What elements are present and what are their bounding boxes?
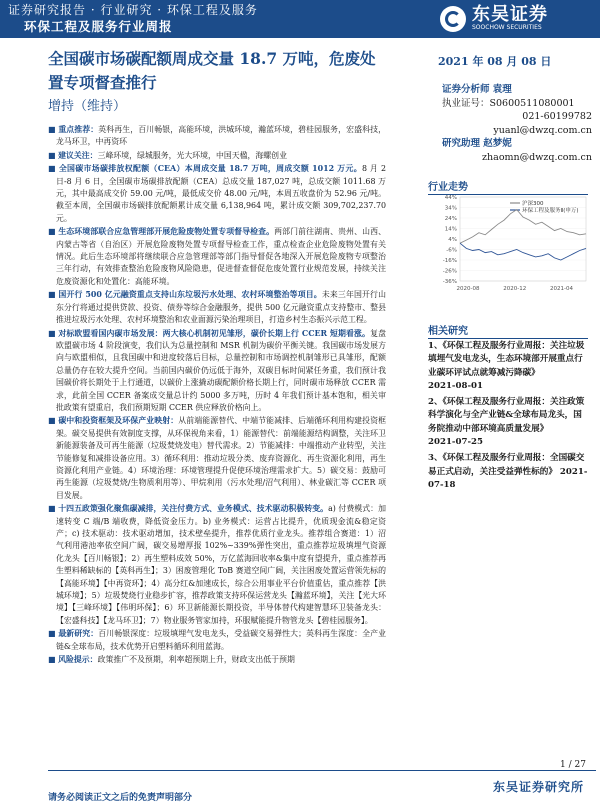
related-item[interactable]: 3、《环保工程及服务行业周报：全国碳交易正式启动，关注受益弹性标的》 2021-07-18 — [428, 453, 588, 490]
footer-brand: 东吴证券研究所 — [493, 780, 585, 794]
legend-label-b: 环保工程及服务Ⅱ(申万) — [522, 208, 579, 214]
related-item[interactable]: 2、《环保工程及服务行业周报：关注政策科学演化与全产业链&全球布局龙头，国务院推动中部环境高质量发展》 2021-07-25 — [428, 397, 585, 448]
y-tick-label: 14% — [444, 226, 457, 233]
y-tick-label: 4% — [448, 237, 457, 243]
footer-disclaimer: 请务必阅读正文之后的免责声明部分 — [48, 793, 193, 803]
bullet-14th-plan: ■ 十四五政策强化聚焦碳减排，关注付费方式、业务模式、技术驱动积极转变。a) 付费模式：加速转变 C 端/B 端收费，降低资金压力。b) 业务模式：运营占比提升，优质现金流&稳定资产；c) 技术驱动：技术驱动增加，技术壁垒提升，推荐优质行业龙头。推荐组合赛道：1）沼气利用港池率依空间广阔，碳交易增厚报 102%~339%弹性突出，重点推荐垃圾填埋气资源化龙头【百川畅银】；2）再生塑料成效 50%，万亿蓝海回收率&集中度有望提升，重点推荐再生塑料稀缺标的【英科再生】；3）困废管理化 ToB 赛道空间广阔，关注困废处置运营领先标的【高能环境】【中再资环】；4）高分红&加速成长，综合公用事业平台价值重估，重点推荐【洪城环境】；5）垃圾焚烧行业稳步扩容，推荐政策支持环保运营龙头【瀚蓝环境】，关注【光大环境】【三峰环境】【伟明环保】；6）环卫新能源长期投资，半导体替代构建智慧环卫装备龙头：【宏盛科技】【龙马环卫】；7）物业服务管家加持，环服赋能提升物管龙头【碧桂园服务】。 — [48, 504, 386, 625]
y-tick-label: 34% — [444, 205, 457, 212]
y-tick-label: -26% — [442, 268, 457, 275]
report-body — [48, 124, 386, 667]
series-line-env-services — [460, 243, 586, 260]
y-tick-label: 24% — [444, 216, 457, 222]
x-tick-label: 2020-08 — [456, 286, 480, 292]
report-date: 2021 年 08 月 08 日 — [438, 55, 552, 68]
bullet-watch: ■ 建议关注：三峰环境，绿城服务，光大环境，中国天楹，海螺创业 — [48, 150, 287, 160]
report-series: 环保工程及服务行业周报 — [24, 19, 173, 34]
brand-logo — [440, 6, 548, 32]
report-category: 证券研究报告 · 行业研究 · 环保工程及服务 — [8, 3, 258, 17]
logo-en: SOOCHOW SECURITIES — [472, 24, 542, 31]
related-heading: 相关研究 — [428, 322, 588, 339]
assistant-email[interactable]: zhaomn@dwzq.com.cn — [482, 151, 592, 163]
y-tick-label: -6% — [446, 247, 457, 254]
x-axis-ticks — [457, 286, 574, 292]
bullet-cdb: ■ 国开行 500 亿元融资重点支持山东垃圾污水处理、农村环境整治等项目。未来三年国开行山东分行将通过提供贷款、投资、债券等综合金融服务，提供 500 亿元融资重点支持整市、整县推进垃圾污水处理、农村环境整治和农业面源污染治理项目，打造乡村生态振兴示范工程。 — [48, 290, 386, 325]
trend-heading: 行业走势 — [428, 178, 588, 195]
bullet-hazwaste: ■ 生态环境部联合应急管理部开展危险废物处置专项督导检查。两部门前往湖南、贵州、山西、内蒙古等省（自治区）开展危险废物处置专项督导检查工作，重点检查企业危险废物处置有关情况。此后生态环境部将继续联合应急管理部等部门指导督促各地深入开展危险废物专项整治三年行动，有效排查整治危险废物风险隐患，促进督查督促危废处置行业规范发展，持续关注危废资源化和处置化：高能环境。 — [48, 227, 386, 286]
y-tick-label: 44% — [444, 195, 457, 201]
related-item[interactable]: 1、《环保工程及服务行业周报：关注垃圾填埋气发电龙头，生态环境部开展重点行业碳环评试点就筹减污降碳》 2021-08-01 — [428, 341, 585, 391]
assistant-name: 研究助理 赵梦妮 — [442, 138, 512, 149]
chart-legend — [510, 199, 579, 214]
x-tick-label: 2021-04 — [550, 286, 573, 292]
series-line-hs300 — [460, 210, 586, 244]
logo-cn: 东吴证券 — [472, 4, 548, 25]
related-list — [428, 340, 590, 492]
analyst-email[interactable]: yuanl@dwzq.com.cn — [493, 124, 592, 136]
analyst-cert: 执业证号：S0600511080001 — [442, 97, 575, 109]
header-bar — [0, 0, 600, 38]
series-lines — [460, 210, 586, 260]
bullet-eu-carbon: ■ 对标欧盟看国内碳市场发展：两大核心机制初见雏形，碳价长期上行 CCER 短期看涨。复盘欧盟碳市场 4 阶段演变，我们认为总量控制和 MSR 机制为碳价平衡关键。我国碳市场发展方向与欧盟相似，且我国碳中和进度较落后目标，总量控制和市场调控机制雏形已具雏形，配额总量仍存在较大提升空间。当前国内碳价仍远低于海外，双碳目标时间紧任务重，我们预计我国碳价将长期处于上行通道，以碳价上涨撬动碳配额价格长期上行，同时碳市场释放 CCER 需求，此前全国 CCER 备案成交量总计约 5000 多万吨，历时 4 年我们预计基本饱和，相关审批政策有望重启，我们预期短期 CCER 供应释放价格向上。 — [48, 328, 386, 412]
bullet-recommend: ■ 重点推荐：英科再生，百川畅银，高能环境，洪城环境，瀚蓝环境，碧桂园服务，宏盛科技，龙马环卫，中再资环 — [48, 125, 386, 147]
page-number: 1 / 27 — [560, 760, 586, 770]
page-title: 全国碳市场碳配额周成交量 18.7 万吨，危废处置专项督查推行 — [48, 49, 376, 92]
footer-divider — [48, 770, 596, 771]
bullet-latest: ■ 最新研究：百川畅银深度：垃圾填埋气发电龙头，受益碳交易弹性大；英科再生深度：全产业链&全球布局，技术优势开启塑料循环利用蓝海。 — [48, 629, 386, 651]
legend-label-a: 沪深300 — [522, 201, 544, 207]
trend-chart — [428, 195, 588, 293]
y-tick-label: -16% — [442, 258, 457, 264]
y-tick-label: -36% — [442, 279, 457, 285]
analyst-phone: 021-60199782 — [522, 111, 592, 122]
bullet-cea: ■ 全国碳市场碳排放权配额（CEA）本周成交量 18.7 万吨，周成交额 1012 万元。8 月 2 日-8 月 6 日，全国碳市场碳排放配额（CEA）总成交量 187,027 吨，总成交额 1011.68 万元，其中最高成交价 59.00 元/吨，最低成交价 48.00 元/吨，本周五收盘价为 52.96 元/吨。截至本周，全国碳市场碳排放配额累计成交量 6,138,964 吨，累计成交额 309,702,237.70 元。 — [48, 164, 386, 223]
bullet-risk: ■ 风险提示：政策推广不及预期，利率超预期上升，财政支出低于预期 — [48, 655, 295, 665]
analyst-name: 证券分析师 袁理 — [442, 84, 512, 95]
analyst-info — [442, 83, 592, 164]
bullet-framework: ■ 碳中和投资框架及环保产业映射：从前端能源替代、中端节能减排、后端循环利用构建投资框架。碳交易提供有效制度支撑，从环保视角来看，1）能源替代：前端能源结构调整，关注环卫新能源装备及可再生能源（垃圾焚烧发电）替代需求。2）节能减排：中端推动产业转型，关注节能修复和减排设备应用。3）循环利用：推动垃圾分类、废弃资源化、再生资源化利用，再生资源化利用产业链。4）环境治理：环境管理提升促使环境治理需求扩大。5）碳交易：鼓励可再生能源（垃圾焚烧/生物质利用等）、甲烷利用（污水处理/沼气利用）、林业碳汇等 CCER 项目发展。 — [48, 416, 386, 500]
rating: 增持（维持） — [48, 99, 127, 114]
logo-icon — [440, 6, 466, 32]
x-tick-label: 2020-12 — [503, 286, 527, 292]
